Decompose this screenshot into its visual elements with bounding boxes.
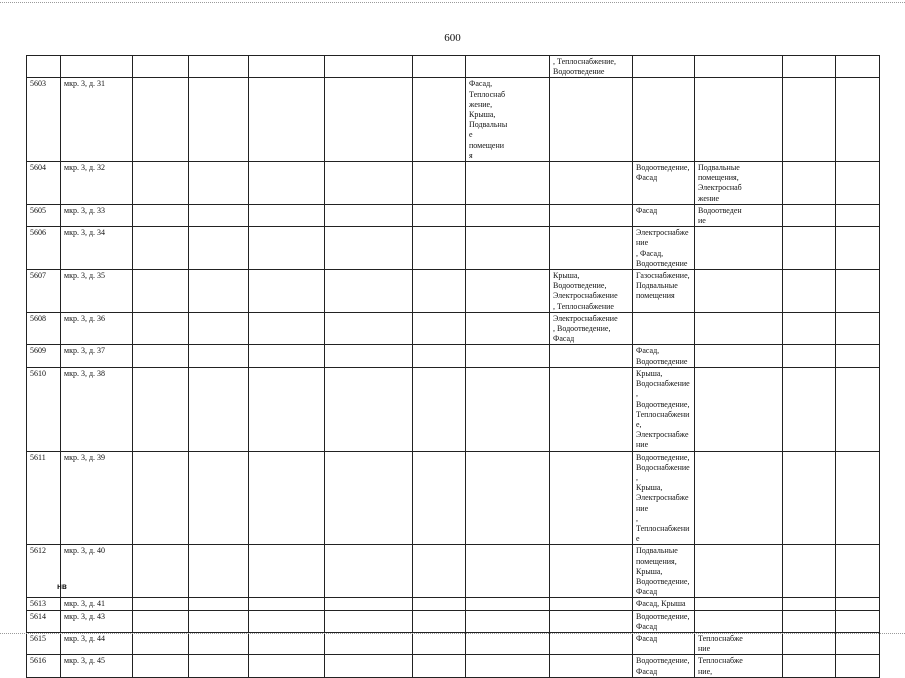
cell-c3 xyxy=(189,655,249,677)
cell-c10 xyxy=(695,367,783,451)
cell-c2 xyxy=(133,451,189,545)
cell-c5 xyxy=(325,162,413,205)
cell-c4 xyxy=(249,632,325,654)
cell-c7 xyxy=(466,598,550,610)
cell-addr: мкр. 3, д. 44 xyxy=(61,632,133,654)
cell-c12 xyxy=(836,204,880,226)
cell-c5 xyxy=(325,655,413,677)
cell-addr: мкр. 3, д. 35 xyxy=(61,270,133,313)
cell-c4 xyxy=(249,162,325,205)
cell-c10 xyxy=(695,227,783,270)
cell-c7 xyxy=(466,451,550,545)
cell-c7 xyxy=(466,162,550,205)
cell-c8 xyxy=(550,632,633,654)
cell-c11 xyxy=(783,162,836,205)
cell-c7 xyxy=(466,345,550,367)
cell-c6 xyxy=(413,162,466,205)
cell-c6 xyxy=(413,56,466,78)
cell-c5 xyxy=(325,345,413,367)
cell-c12 xyxy=(836,632,880,654)
cell-c5 xyxy=(325,598,413,610)
cell-c5 xyxy=(325,204,413,226)
cell-c10 xyxy=(695,312,783,345)
cell-c8 xyxy=(550,545,633,598)
table-row xyxy=(27,227,880,270)
cell-c8 xyxy=(550,655,633,677)
cell-addr: мкр. 3, д. 39 xyxy=(61,451,133,545)
cell-c4 xyxy=(249,204,325,226)
cell-addr: мкр. 3, д. 31 xyxy=(61,78,133,162)
cell-c7 xyxy=(466,545,550,598)
cell-c9: Водоотведение, Водоснабжение, Крыша, Электроснабжение , Теплоснабжение xyxy=(633,451,695,545)
cell-c9: Фасад xyxy=(633,204,695,226)
cell-c5 xyxy=(325,632,413,654)
cell-c6 xyxy=(413,227,466,270)
cell-c6 xyxy=(413,78,466,162)
cell-c10 xyxy=(695,545,783,598)
cell-c7 xyxy=(466,367,550,451)
cell-c8 xyxy=(550,451,633,545)
cell-c11 xyxy=(783,632,836,654)
table-row xyxy=(27,451,880,545)
cell-c12 xyxy=(836,545,880,598)
cell-c8 xyxy=(550,204,633,226)
cell-c5 xyxy=(325,610,413,632)
cell-c12 xyxy=(836,598,880,610)
cell-c5 xyxy=(325,367,413,451)
cell-c9: Фасад xyxy=(633,632,695,654)
cell-c7 xyxy=(466,270,550,313)
cell-c3 xyxy=(189,56,249,78)
cell-c3 xyxy=(189,545,249,598)
cell-c9 xyxy=(633,56,695,78)
cell-c7 xyxy=(466,632,550,654)
table-row xyxy=(27,56,880,78)
cell-c11 xyxy=(783,451,836,545)
cell-c11 xyxy=(783,227,836,270)
cell-c4 xyxy=(249,270,325,313)
cell-c7 xyxy=(466,204,550,226)
cell-c12 xyxy=(836,312,880,345)
cell-num: 5608 xyxy=(27,312,61,345)
table-row xyxy=(27,345,880,367)
table-row xyxy=(27,545,880,598)
table-row xyxy=(27,78,880,162)
cell-c5 xyxy=(325,56,413,78)
cell-num: 5610 xyxy=(27,367,61,451)
cell-c3 xyxy=(189,451,249,545)
cell-c7 xyxy=(466,227,550,270)
cell-c7 xyxy=(466,655,550,677)
cell-c6 xyxy=(413,270,466,313)
cell-c2 xyxy=(133,312,189,345)
cell-c8: Электроснабжение , Водоотведение, Фасад xyxy=(550,312,633,345)
housing-repair-table xyxy=(26,55,880,678)
cell-c12 xyxy=(836,162,880,205)
cell-c2 xyxy=(133,367,189,451)
cell-c4 xyxy=(249,610,325,632)
cell-c10: Теплоснабже ние xyxy=(695,632,783,654)
cell-c9: Водоотведение, Фасад xyxy=(633,162,695,205)
cell-c6 xyxy=(413,632,466,654)
cell-c12 xyxy=(836,56,880,78)
cell-c8 xyxy=(550,345,633,367)
cell-c9: Водоотведение, Фасад xyxy=(633,610,695,632)
cell-c11 xyxy=(783,270,836,313)
cell-c9 xyxy=(633,312,695,345)
table-body xyxy=(27,56,880,678)
cell-c3 xyxy=(189,312,249,345)
cell-c11 xyxy=(783,204,836,226)
footer-mark: нв xyxy=(57,582,67,591)
cell-addr: мкр. 3, д. 33 xyxy=(61,204,133,226)
cell-addr: мкр. 3, д. 37 xyxy=(61,345,133,367)
cell-c6 xyxy=(413,204,466,226)
table-row xyxy=(27,367,880,451)
cell-c11 xyxy=(783,367,836,451)
cell-c10: Подвальные помещения, Электроснаб жение xyxy=(695,162,783,205)
cell-c6 xyxy=(413,598,466,610)
cell-c8 xyxy=(550,367,633,451)
table-row xyxy=(27,270,880,313)
cell-c12 xyxy=(836,610,880,632)
cell-c11 xyxy=(783,598,836,610)
cell-addr xyxy=(61,56,133,78)
cell-c5 xyxy=(325,312,413,345)
table-row xyxy=(27,610,880,632)
cell-c6 xyxy=(413,367,466,451)
cell-c9: Водоотведение, Фасад xyxy=(633,655,695,677)
cell-c9 xyxy=(633,78,695,162)
cell-addr: мкр. 3, д. 32 xyxy=(61,162,133,205)
cell-c2 xyxy=(133,56,189,78)
cell-c8 xyxy=(550,227,633,270)
scan-edge-top xyxy=(0,2,905,3)
cell-addr: мкр. 3, д. 43 xyxy=(61,610,133,632)
cell-c10 xyxy=(695,56,783,78)
cell-c4 xyxy=(249,227,325,270)
cell-c4 xyxy=(249,451,325,545)
cell-c12 xyxy=(836,78,880,162)
cell-c4 xyxy=(249,367,325,451)
cell-c2 xyxy=(133,545,189,598)
cell-c12 xyxy=(836,655,880,677)
cell-c12 xyxy=(836,451,880,545)
cell-c5 xyxy=(325,78,413,162)
cell-c3 xyxy=(189,204,249,226)
cell-num: 5613 xyxy=(27,598,61,610)
cell-c3 xyxy=(189,345,249,367)
cell-c8 xyxy=(550,610,633,632)
cell-num: 5616 xyxy=(27,655,61,677)
cell-c11 xyxy=(783,56,836,78)
cell-c6 xyxy=(413,312,466,345)
cell-c10 xyxy=(695,451,783,545)
cell-c7 xyxy=(466,610,550,632)
cell-c4 xyxy=(249,56,325,78)
cell-c8: Крыша, Водоотведение, Электроснабжение , Теплоснабжение xyxy=(550,270,633,313)
cell-c10 xyxy=(695,598,783,610)
table-row xyxy=(27,632,880,654)
table-row xyxy=(27,204,880,226)
cell-c5 xyxy=(325,270,413,313)
cell-c12 xyxy=(836,227,880,270)
cell-c3 xyxy=(189,632,249,654)
cell-c11 xyxy=(783,610,836,632)
cell-c9: Подвальные помещения, Крыша, Водоотведение, Фасад xyxy=(633,545,695,598)
cell-c8 xyxy=(550,162,633,205)
cell-num: 5607 xyxy=(27,270,61,313)
cell-c9: Крыша, Водоснабжение, Водоотведение, Теплоснабжение, Электроснабжение xyxy=(633,367,695,451)
cell-c9: Электроснабжение , Фасад, Водоотведение xyxy=(633,227,695,270)
cell-addr: мкр. 3, д. 45 xyxy=(61,655,133,677)
cell-addr: мкр. 3, д. 41 xyxy=(61,598,133,610)
cell-c2 xyxy=(133,632,189,654)
cell-num: 5603 xyxy=(27,78,61,162)
cell-c4 xyxy=(249,545,325,598)
cell-c10 xyxy=(695,270,783,313)
cell-c11 xyxy=(783,655,836,677)
table-row xyxy=(27,162,880,205)
cell-c6 xyxy=(413,655,466,677)
cell-c7 xyxy=(466,56,550,78)
cell-c11 xyxy=(783,312,836,345)
cell-c12 xyxy=(836,345,880,367)
cell-c2 xyxy=(133,610,189,632)
cell-c9: Фасад, Крыша xyxy=(633,598,695,610)
cell-c10: Теплоснабже ние, xyxy=(695,655,783,677)
cell-c12 xyxy=(836,270,880,313)
cell-c2 xyxy=(133,655,189,677)
cell-c3 xyxy=(189,610,249,632)
cell-addr: мкр. 3, д. 38 xyxy=(61,367,133,451)
cell-c8: , Теплоснабжение, Водоотведение xyxy=(550,56,633,78)
cell-addr: мкр. 3, д. 36 xyxy=(61,312,133,345)
cell-num xyxy=(27,56,61,78)
cell-c11 xyxy=(783,345,836,367)
cell-c2 xyxy=(133,270,189,313)
cell-c3 xyxy=(189,162,249,205)
cell-c7 xyxy=(466,312,550,345)
cell-c10: Водоотведен ие xyxy=(695,204,783,226)
cell-c5 xyxy=(325,545,413,598)
cell-c5 xyxy=(325,227,413,270)
cell-c3 xyxy=(189,227,249,270)
cell-c10 xyxy=(695,78,783,162)
cell-c3 xyxy=(189,270,249,313)
cell-num: 5606 xyxy=(27,227,61,270)
cell-c2 xyxy=(133,204,189,226)
cell-c4 xyxy=(249,655,325,677)
cell-c4 xyxy=(249,345,325,367)
cell-c4 xyxy=(249,598,325,610)
cell-c4 xyxy=(249,312,325,345)
cell-c6 xyxy=(413,545,466,598)
cell-c12 xyxy=(836,367,880,451)
cell-num: 5615 xyxy=(27,632,61,654)
cell-num: 5604 xyxy=(27,162,61,205)
cell-c6 xyxy=(413,345,466,367)
cell-num: 5609 xyxy=(27,345,61,367)
cell-num: 5614 xyxy=(27,610,61,632)
cell-num: 5612 xyxy=(27,545,61,598)
table-row xyxy=(27,312,880,345)
cell-c2 xyxy=(133,345,189,367)
cell-c3 xyxy=(189,598,249,610)
cell-c8 xyxy=(550,78,633,162)
cell-c2 xyxy=(133,227,189,270)
cell-c10 xyxy=(695,610,783,632)
cell-c2 xyxy=(133,78,189,162)
cell-c9: Фасад, Водоотведение xyxy=(633,345,695,367)
cell-num: 5611 xyxy=(27,451,61,545)
cell-c3 xyxy=(189,78,249,162)
page-number: 600 xyxy=(444,32,461,44)
cell-c5 xyxy=(325,451,413,545)
cell-addr: мкр. 3, д. 34 xyxy=(61,227,133,270)
cell-c11 xyxy=(783,545,836,598)
cell-c11 xyxy=(783,78,836,162)
cell-c2 xyxy=(133,598,189,610)
cell-c8 xyxy=(550,598,633,610)
scan-edge-bottom xyxy=(0,633,905,634)
cell-num: 5605 xyxy=(27,204,61,226)
cell-c6 xyxy=(413,451,466,545)
table-row xyxy=(27,598,880,610)
cell-c2 xyxy=(133,162,189,205)
cell-c3 xyxy=(189,367,249,451)
cell-addr: мкр. 3, д. 40 xyxy=(61,545,133,598)
cell-c10 xyxy=(695,345,783,367)
cell-c4 xyxy=(249,78,325,162)
cell-c7: Фасад, Теплоснаб жение, Крыша, Подвальны е помещени я xyxy=(466,78,550,162)
cell-c6 xyxy=(413,610,466,632)
table-row xyxy=(27,655,880,677)
cell-c9: Газоснабжение, Подвальные помещения xyxy=(633,270,695,313)
